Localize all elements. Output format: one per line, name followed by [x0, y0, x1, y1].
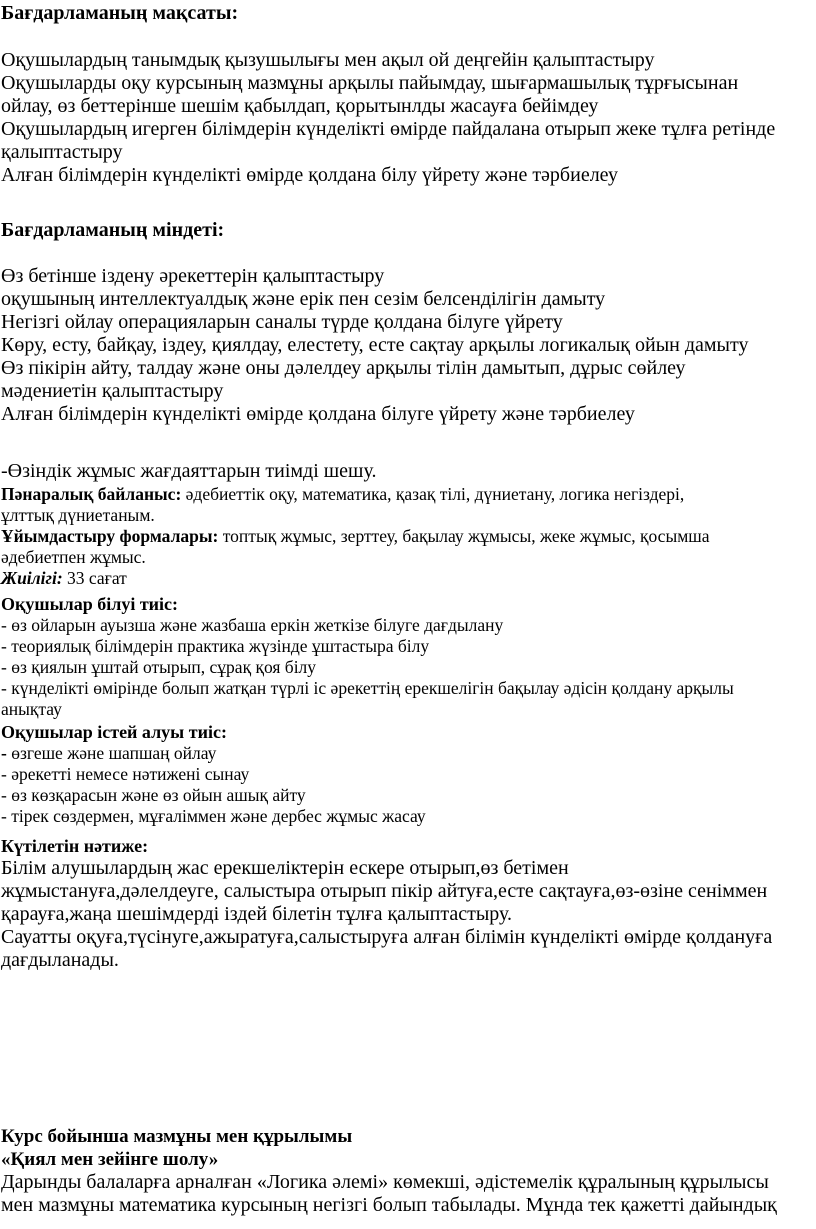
must-do-heading: Оқушылар істей алуы тиіс:	[1, 722, 227, 742]
must-do-first-dash: -	[1, 743, 12, 763]
goals-heading: Бағдарламаның мақсаты:	[1, 2, 239, 24]
interdisciplinary-label: Пәнаралық байланыс:	[1, 484, 182, 504]
result-line: Сауатты оқуға,түсінуге,ажыратуға,салыстыруға алған білімін күнделікті өмірде қолдануға	[1, 926, 773, 948]
tasks-line: Алған білімдерін күнделікті өмірде қолдана білуге үйрету және тәрбиелеу	[1, 403, 635, 425]
course-block	[1, 1125, 777, 1217]
result-line: жұмыстануға,дәлелдеуге, салыстыра отырып пікір айтуға,есте сақтауға,өз-өзіне сеніммен	[1, 880, 768, 902]
goals-line: Оқушылардың игерген білімдерін күнделікті өмірде пайдалана отырып жеке тұлға ретінде	[1, 118, 776, 140]
course-heading: Курс бойынша мазмұны мен құрылымы	[1, 1126, 353, 1147]
must-do-item: - тірек сөздермен, мұғаліммен және дербес жұмыс жасау	[1, 806, 426, 826]
frequency-text: 33 сағат	[62, 568, 127, 588]
must-know-item: - өз ойларын ауызша және жазбаша еркін жеткізе білуге дағдылану	[1, 615, 504, 635]
goals-line: Алған білімдерін күнделікті өмірде қолдана білу үйрету және тәрбиелеу	[1, 164, 619, 186]
tasks-line: Өз пікірін айту, талдау және оны дәлелдеу арқылы тілін дамытып, дұрыс сөйлеу	[1, 357, 686, 379]
self-work-line: -Өзіндік жұмыс жағдаяттарын тиімді шешу.	[1, 460, 377, 482]
must-know-item: - күнделікті өмірінде болып жатқан түрлі іс әрекеттің ерекшелігін бақылау әдісін қолдану арқылы	[1, 678, 734, 698]
interdisciplinary-text-cont: ұлттық дүниетаным.	[1, 505, 155, 525]
must-do-item: - өз көзқарасын және өз ойын ашық айту	[1, 785, 306, 805]
tasks-line: мәдениетін қалыптастыру	[1, 380, 224, 402]
course-subheading: «Қиял мен зейінге шолу»	[1, 1149, 219, 1170]
course-line: мен мазмұны математика курсының негізгі болып табылады. Мұнда тек қажетті дайындық	[1, 1194, 777, 1216]
forms-text-cont: әдебиетпен жұмыс.	[1, 547, 146, 567]
tasks-heading: Бағдарламаның міндеті:	[1, 219, 225, 241]
forms-label: Ұйымдастыру формалары:	[1, 526, 219, 546]
course-info-block	[1, 484, 710, 589]
result-line: Білім алушылардың жас ерекшеліктерін ескере отырып,өз бетімен	[1, 857, 569, 879]
tasks-line: Көру, есту, байқау, іздеу, қиялдау, елестету, есте сақтау арқылы логикалық ойын дамыту	[1, 334, 749, 356]
must-do-item: - әрекетті немесе нәтижені сынау	[1, 764, 250, 784]
must-know-block	[1, 594, 734, 720]
tasks-line: оқушының интеллектуалдық және ерік пен сезім белсенділігін дамыту	[1, 288, 606, 310]
result-line: қарауға,жаңа шешімдерді іздей білетін тұлға қалыптастыру.	[1, 903, 513, 925]
goals-line: Оқушылардың танымдық қызушылығы мен ақыл ой деңгейін қалыптастыру	[1, 49, 655, 71]
goals-list	[1, 49, 775, 187]
interdisciplinary-text: әдебиеттік оқу, математика, қазақ тілі, дүниетану, логика негіздері,	[181, 484, 685, 504]
must-do-first-text: өзгеше және шапшаң ойлау	[11, 743, 217, 763]
must-know-item: - теориялық білімдерін практика жүзінде ұштастыра білу	[1, 636, 430, 656]
tasks-line: Өз бетінше іздену әрекеттерін қалыптастыру	[1, 265, 385, 287]
result-heading: Күтілетін нәтиже:	[1, 836, 149, 856]
must-know-heading: Оқушылар білуі тиіс:	[1, 594, 179, 614]
goals-line: Оқушыларды оқу курсының мазмұны арқылы пайымдау, шығармашылық тұрғысынан	[1, 72, 739, 94]
result-line: дағдыланады.	[1, 949, 119, 971]
course-line: Дарынды балаларға арналған «Логика әлемі» көмекші, әдістемелік құралының құрылысы	[1, 1171, 769, 1193]
must-know-item: - өз қиялын ұштай отырып, сұрақ қоя білу	[1, 657, 317, 677]
result-block	[1, 836, 772, 972]
must-know-item: анықтау	[1, 699, 62, 719]
tasks-line: Негізгі ойлау операцияларын саналы түрде қолдана білуге үйрету	[1, 311, 563, 333]
forms-text: топтық жұмыс, зерттеу, бақылау жұмысы, жеке жұмыс, қосымша	[218, 526, 710, 546]
must-do-block	[1, 722, 426, 827]
frequency-label: Жиілігі:	[1, 568, 63, 588]
goals-line: қалыптастыру	[1, 141, 123, 163]
tasks-list	[1, 265, 748, 426]
goals-line: ойлау, өз беттерінше шешім қабылдап, қорытынлды жасауға бейімдеу	[1, 95, 599, 117]
